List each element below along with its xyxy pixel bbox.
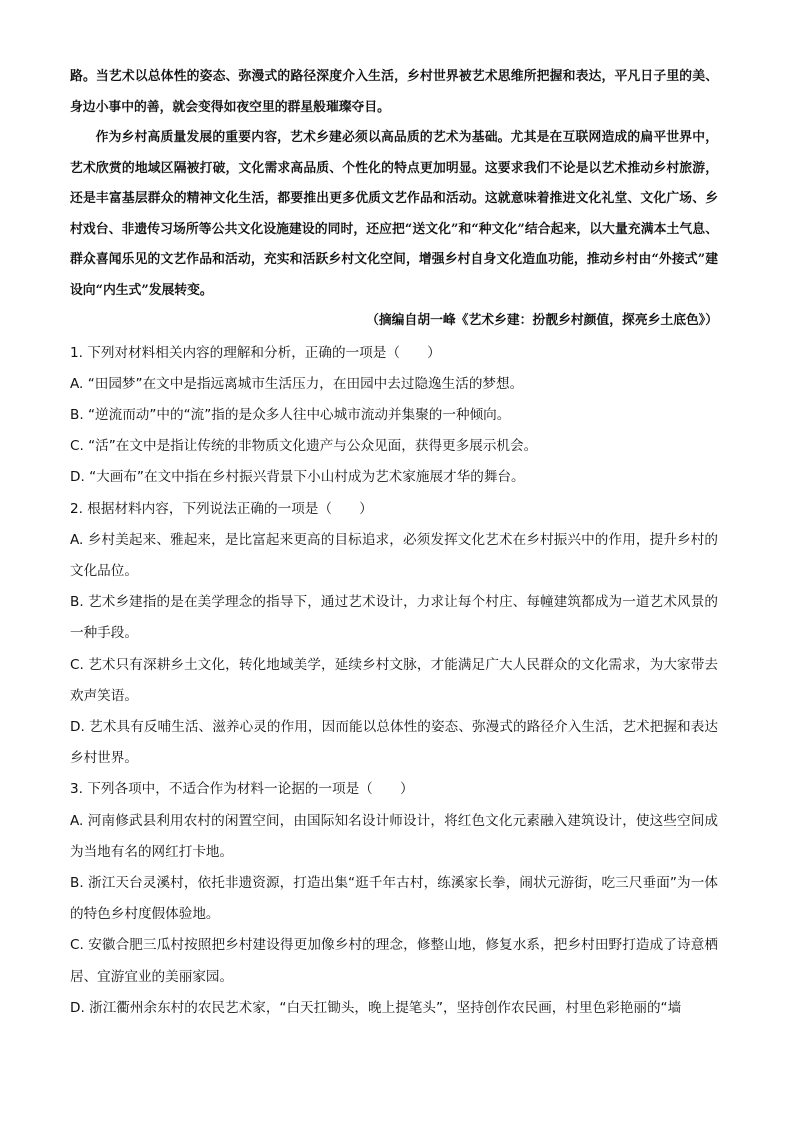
question-3: [70, 774, 718, 1024]
option-c: C. “活”在文中是指让传统的非物质文化遗产与公众见面，获得更多展示机会。: [70, 438, 538, 455]
option-b: B. 浙江天台灵溪村，依托非遗资源，打造出集“逛千年古村，练溪家长拳，闹状元游街，吃三尺垂面”为一体的特色乡村度假体验地。: [70, 874, 718, 923]
question-list: [70, 338, 718, 1024]
option-a: A. 乡村美起来、雅起来，是比富起来更高的目标追求，必须发挥文化艺术在乡村振兴中的作用，提升乡村的文化品位。: [70, 531, 718, 579]
passage-paragraph-1: 路。当艺术以总体性的姿态、弥漫式的路径深度介入生活，乡村世界被艺术思维所把握和表达，平凡日子里的美、身边小事中的善，就会变得如夜空里的群星般璀璨夺目。: [70, 69, 718, 115]
question-1: [70, 338, 718, 494]
option-a: A. “田园梦”在文中是指远离城市生活压力，在田园中去过隐逸生活的梦想。: [70, 375, 524, 392]
document-page: [70, 62, 718, 1024]
option-b: B. 艺术乡建指的是在美学理念的指导下，通过艺术设计，力求让每个村庄、每幢建筑都成为一道艺术风景的一种手段。: [70, 594, 718, 642]
option-d: D. 艺术具有反哺生活、滋养心灵的作用，因而能以总体性的姿态、弥漫式的路径介入生活，艺术把握和表达乡村世界。: [70, 718, 718, 767]
option-c: C. 艺术只有深耕乡土文化，转化地域美学，延续乡村文脉，才能满足广大人民群众的文化需求，为大家带去欢声笑语。: [70, 656, 718, 704]
option-c: C. 安徽合肥三瓜村按照把乡村建设得更加像乡村的理念，修整山地，修复水系，把乡村田野打造成了诗意栖居、宜游宜业的美丽家园。: [70, 937, 718, 985]
passage-paragraph-2: 作为乡村高质量发展的重要内容，艺术乡建必须以高品质的艺术为基础。尤其是在互联网造成的扁平世界中，艺术欣赏的地域区隔被打破，文化需求高品质、个性化的特点更加明显。这要求我们不论是以艺术推动乡村旅游，还是丰富基层群众的精神文化生活，都要推出更多优质文艺作品和活动。这就意味着推进文化礼堂、文化广场、乡村戏台、非遗传习场所等公共文化设施建设的同时，还应把“送文化”和“种文化”结合起来，以大量充满本土气息、群众喜闻乐见的文艺作品和活动，充实和活跃乡村文化空间，增强乡村自身文化造血功能，推动乡村由“外接式”建设向“内生式”发展转变。: [70, 130, 718, 298]
option-b: B. “逆流而动”中的“流”指的是众多人往中心城市流动并集聚的一种倾向。: [70, 406, 511, 423]
question-stem: 1. 下列对材料相关内容的理解和分析，正确的一项是（ ）: [70, 344, 441, 361]
option-d: D. 浙江衢州余东村的农民艺术家，“白天扛锄头，晚上提笔头”，坚持创作农民画，村里色彩艳丽的“墙: [70, 999, 682, 1016]
question-stem: 3. 下列各项中，不适合作为材料一论据的一项是（ ）: [70, 781, 414, 798]
option-d: D. “大画布”在文中指在乡村振兴背景下小山村成为艺术家施展才华的舞台。: [70, 469, 525, 486]
passage-source: （摘编自胡一峰《艺术乡建：扮靓乡村颜值，探亮乡土底色》）: [366, 313, 718, 328]
question-stem: 2. 根据材料内容，下列说法正确的一项是（ ）: [70, 500, 373, 517]
option-a: A. 河南修武县利用农村的闲置空间，由国际知名设计师设计，将红色文化元素融入建筑设计，使这些空间成为当地有名的网红打卡地。: [70, 812, 718, 860]
question-2: [70, 494, 718, 775]
reading-passage: [70, 62, 718, 306]
